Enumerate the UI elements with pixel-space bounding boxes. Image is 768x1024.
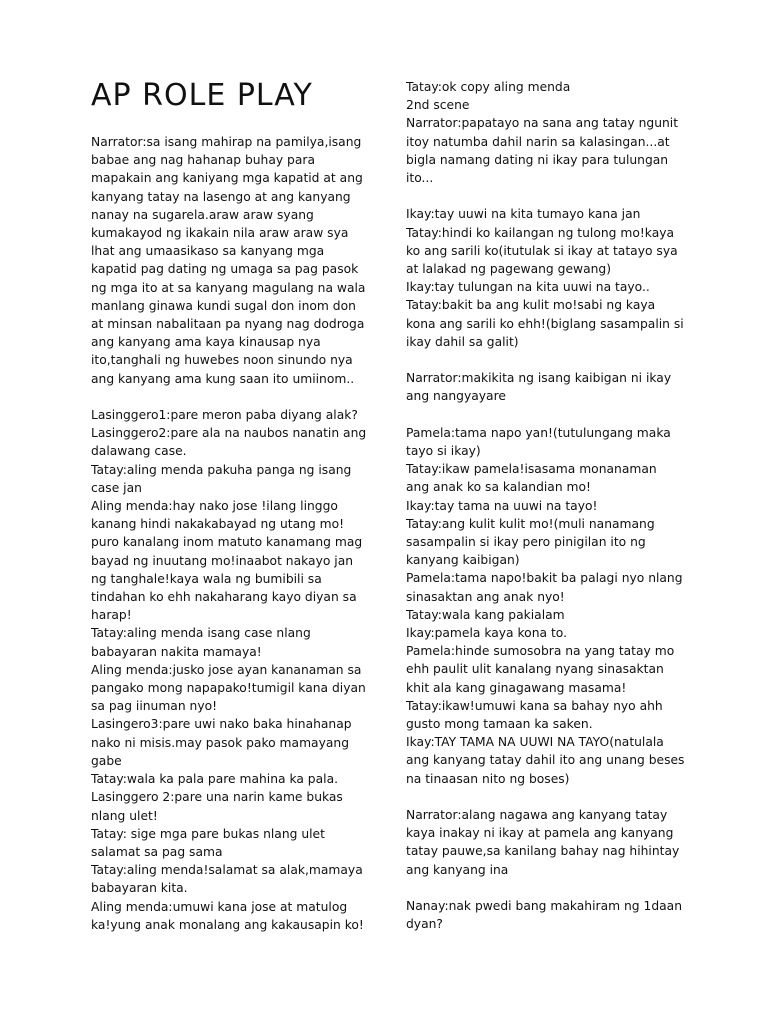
script-line: case jan xyxy=(91,480,142,495)
script-paragraph xyxy=(406,205,688,351)
script-line: ng tanghale!kaya wala ng bumibili sa xyxy=(91,571,322,586)
script-line: lhat ang umaasikaso sa kanyang mga xyxy=(91,244,325,259)
script-line: babae ang nag hahanap buhay para xyxy=(91,153,315,168)
script-paragraph xyxy=(406,369,688,405)
script-line: Lasingero3:pare uwi nako baka hinahanap xyxy=(91,717,352,732)
script-line: Ikay:tay tama na uuwi na tayo! xyxy=(406,498,598,513)
script-line: sinasaktan ang anak nyo! xyxy=(406,589,565,604)
script-line: bigla namang dating ni ikay para tulungan xyxy=(406,152,669,167)
script-paragraph xyxy=(406,78,688,187)
script-line: Pamela:hinde sumosobra na yang tatay mo xyxy=(406,644,675,659)
script-line: kanyang kaibigan) xyxy=(406,553,520,568)
script-line: ang kanyang tatay dahil ito ang unang beses xyxy=(406,753,685,768)
script-line: kanyang tatay na lasengo at ang kanyang xyxy=(91,189,351,204)
script-line: itoy natumba dahil narin sa kalasingan...at xyxy=(406,134,670,149)
script-line: Narrator:sa isang mahirap na pamilya,isang xyxy=(91,135,362,149)
script-line: tatay pauwe,sa kanilang bahay nag hihintay xyxy=(406,844,680,859)
script-paragraph xyxy=(91,406,369,934)
script-line: Narrator:makikita ng isang kaibigan ni ikay xyxy=(406,371,672,386)
script-line: Lasinggero2:pare ala na naubos nanatin ang xyxy=(91,426,367,441)
script-line: salamat sa pag sama xyxy=(91,844,223,859)
script-line: kumakayod ng ikakain nila araw araw sya xyxy=(91,226,349,241)
script-line: harap! xyxy=(91,608,132,623)
script-line: Tatay:wala ka pala pare mahina ka pala. xyxy=(91,772,339,787)
script-line: Tatay:ikaw pamela!isasama monanaman xyxy=(406,462,657,477)
script-line: Ikay:TAY TAMA NA UUWI NA TAYO(natulala xyxy=(406,735,664,750)
left-column xyxy=(91,133,369,934)
script-line: Aling menda:jusko jose ayan kananaman sa xyxy=(91,662,362,677)
script-line: Lasinggero1:pare meron paba diyang alak? xyxy=(91,408,358,423)
script-line: ka!yung anak monalang ang kakausapin ko! xyxy=(91,917,364,932)
script-line: ikay dahil sa galit) xyxy=(406,334,519,349)
script-line: kapatid pag dating ng umaga sa pag pasok xyxy=(91,262,359,277)
script-line: dalawang case. xyxy=(91,444,187,459)
script-line: 2nd scene xyxy=(406,98,470,113)
script-line: manlang ginawa kundi sugal don inom don xyxy=(91,298,356,313)
script-line: ang kanyang ama kung saan ito umiinom.. xyxy=(91,371,355,386)
script-line: Narrator:papatayo na sana ang tatay ngunit xyxy=(406,116,679,131)
script-line: Ikay:pamela kaya kona to. xyxy=(406,626,567,641)
page-title: AP ROLE PLAY xyxy=(91,78,313,113)
script-paragraph xyxy=(91,133,369,388)
script-line: nanay na sugarela.araw araw syang xyxy=(91,207,314,222)
script-line: babayaran nakita mamaya! xyxy=(91,644,262,659)
script-line: Pamela:tama napo yan!(tutulungang maka xyxy=(406,425,671,440)
script-line: Tatay:bakit ba ang kulit mo!sabi ng kaya xyxy=(406,298,656,313)
script-line: Tatay:aling menda pakuha panga ng isang xyxy=(91,462,352,477)
script-line: ehh paulit ulit kanalang nyang sinasaktan xyxy=(406,662,664,677)
script-line: khit ala kang ginagawang masama! xyxy=(406,680,627,695)
script-line: sa pag iinuman nyo! xyxy=(91,699,218,714)
script-line: na tinaasan nito ng boses) xyxy=(406,771,570,786)
script-line: nako ni misis.may pasok pako mamayang xyxy=(91,735,349,750)
script-line: Tatay:ang kulit kulit mo!(muli nanamang xyxy=(406,516,655,531)
script-line: at minsan nabalitaan pa nyang nag dodroga xyxy=(91,317,365,332)
script-line: sasampalin si ikay pero pinigilan ito ng xyxy=(406,535,646,550)
script-line: tindahan ko ehh nakaharang kayo diyan sa xyxy=(91,590,357,605)
script-line: ang anak ko sa kalandian mo! xyxy=(406,480,591,495)
script-paragraph xyxy=(406,424,688,788)
script-line: Aling menda:umuwi kana jose at matulog xyxy=(91,899,348,914)
script-line: at lalakad ng pagewang gewang) xyxy=(406,262,612,277)
script-line: Tatay: sige mga pare bukas nlang ulet xyxy=(91,826,325,841)
script-line: kona ang sarili ko ehh!(biglang sasampalin si xyxy=(406,316,684,331)
script-line: pangako mong napapako!tumigil kana diyan xyxy=(91,681,366,696)
script-paragraph xyxy=(406,897,688,933)
script-line: Narrator:alang nagawa ang kanyang tatay xyxy=(406,808,668,823)
script-line: ko ang sarili ko(itutulak si ikay at tatayo sya xyxy=(406,243,678,258)
script-line: ito... xyxy=(406,171,434,186)
script-paragraph xyxy=(406,806,688,879)
script-line: ang kanyang ama kaya kinausap nya xyxy=(91,335,321,350)
script-line: Tatay:ikaw!umuwi kana sa bahay nyo ahh xyxy=(406,698,663,713)
script-line: Tatay:aling menda!salamat sa alak,mamaya xyxy=(91,863,363,878)
script-line: ang kanyang ina xyxy=(406,862,509,877)
script-line: Tatay:wala kang pakialam xyxy=(406,607,565,622)
script-line: tayo si ikay) xyxy=(406,444,481,459)
script-line: Tatay:ok copy aling menda xyxy=(406,80,571,94)
script-line: Tatay:hindi ko kailangan ng tulong mo!kaya xyxy=(406,225,675,240)
script-line: mapakain ang kaniyang mga kapatid at ang xyxy=(91,171,363,186)
script-line: Nanay:nak pwedi bang makahiram ng 1daan xyxy=(406,899,683,914)
script-line: Aling menda:hay nako jose !ilang linggo xyxy=(91,499,338,514)
script-line: kanang hindi nakakabayad ng utang mo! xyxy=(91,517,345,532)
script-line: ng mga ito at sa kanyang magulang na wala xyxy=(91,280,366,295)
script-line: ito,tanghali ng huwebes noon sinundo nya xyxy=(91,353,353,368)
script-line: Ikay:tay tulungan na kita uuwi na tayo.. xyxy=(406,280,650,295)
script-line: nlang ulet! xyxy=(91,808,158,823)
script-line: gusto mong tamaan ka saken. xyxy=(406,717,593,732)
script-line: dyan? xyxy=(406,917,443,932)
script-line: ang nangyayare xyxy=(406,389,506,404)
script-line: Tatay:aling menda isang case nlang xyxy=(91,626,311,641)
script-line: Ikay:tay uuwi na kita tumayo kana jan xyxy=(406,207,641,222)
script-line: babayaran kita. xyxy=(91,881,188,896)
script-line: Lasinggero 2:pare una narin kame bukas xyxy=(91,790,343,805)
right-column xyxy=(406,78,688,933)
script-line: gabe xyxy=(91,753,122,768)
script-line: Pamela:tama napo!bakit ba palagi nyo nlang xyxy=(406,571,683,586)
script-line: bayad ng inuutang mo!inaabot nakayo jan xyxy=(91,553,354,568)
script-line: kaya inakay ni ikay at pamela ang kanyang xyxy=(406,826,674,841)
script-line: puro kanalang inom matuto kanamang mag xyxy=(91,535,363,550)
